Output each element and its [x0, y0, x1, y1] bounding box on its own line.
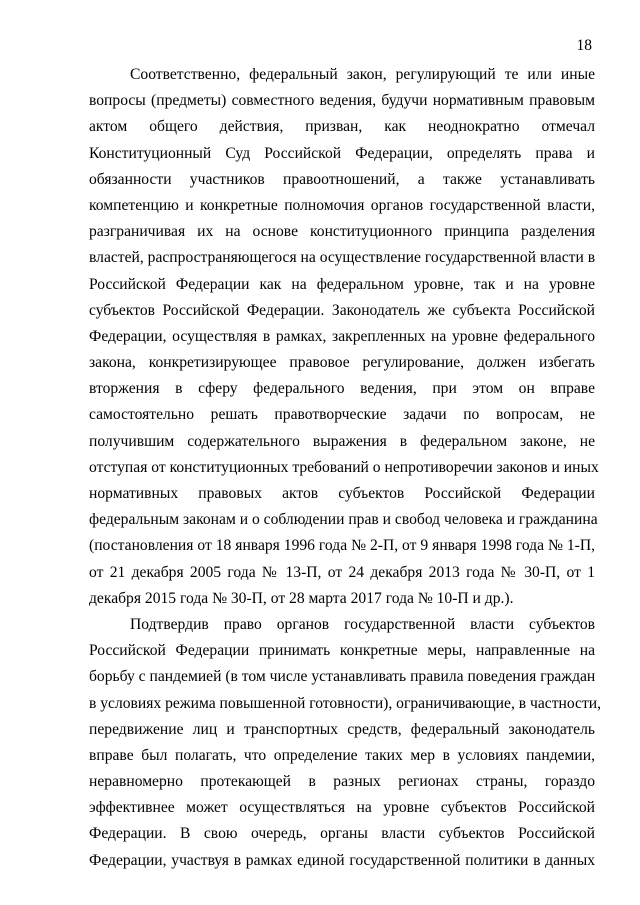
text-line: нормативных правовых актов субъектов Российской Федерации: [89, 485, 595, 502]
text-line: получившим содержательного выражения в федеральном законе, не: [89, 432, 595, 450]
text-line: Конституционный Суд Российской Федерации, определять права и: [89, 144, 595, 162]
text-line: вопросы (предметы) совместного ведения, будучи нормативным правовым: [89, 92, 595, 110]
text-line: Федерации, осуществляя в рамках, закрепленных на уровне федерального: [89, 327, 595, 345]
text-line: передвижение лиц и транспортных средств, федеральный законодатель: [89, 720, 595, 738]
text-line: борьбу с пандемией (в том числе устанавливать правила поведения граждан: [89, 668, 596, 686]
page-number: 18: [576, 37, 592, 54]
text-line: Федерации, участвуя в рамках единой государственной политики в данных: [89, 851, 595, 869]
text-line: властей, распространяющегося на осуществление государственной власти в: [89, 249, 596, 267]
text-line: от 21 декабря 2005 года № 13-П, от 24 декабря 2013 года № 30-П, от 1: [89, 563, 595, 581]
paragraph: [89, 62, 599, 612]
text-line: федеральным законам и о соблюдении прав и свобод человека и гражданина: [89, 511, 598, 529]
text-line: Российской Федерации как на федеральном уровне, так и на уровне: [89, 275, 595, 293]
text-line: декабря 2015 года № 30-П, от 28 марта 2017 года № 10-П и др.).: [89, 589, 514, 607]
document-body: [89, 62, 602, 874]
text-line: в условиях режима повышенной готовности), ограничивающие, в частности,: [89, 694, 602, 712]
text-line: актом общего действия, призван, как неоднократно отмечал: [89, 118, 595, 136]
text-line: (постановления от 18 января 1996 года № 2-П, от 9 января 1998 года № 1-П,: [89, 537, 595, 555]
text-line: обязанности участников правоотношений, а также устанавливать: [89, 170, 595, 188]
text-line: Подтвердив право органов государственной власти субъектов: [130, 615, 595, 633]
text-line: эффективнее может осуществляться на уровне субъектов Российской: [89, 799, 595, 817]
text-line: отступая от конституционных требований о непротиворечии законов и иных: [89, 458, 599, 476]
text-line: вправе был полагать, что определение таких мер в условиях пандемии,: [89, 746, 595, 764]
text-line: вторжения в сферу федерального ведения, при этом он вправе: [89, 380, 595, 398]
text-line: субъектов Российской Федерации. Законодатель же субъекта Российской: [89, 301, 595, 319]
text-line: компетенцию и конкретные полномочия органов государственной власти,: [89, 196, 595, 214]
text-line: закона, конкретизирующее правовое регулирование, должен избегать: [89, 354, 595, 372]
text-line: Соответственно, федеральный закон, регулирующий те или иные: [130, 66, 595, 83]
paragraph: [89, 612, 602, 874]
text-line: разграничивая их на основе конституционного принципа разделения: [89, 223, 595, 241]
text-line: неравномерно протекающей в разных регионах страны, гораздо: [89, 773, 595, 791]
text-line: Российской Федерации принимать конкретные меры, направленные на: [89, 642, 595, 660]
text-line: Федерации. В свою очередь, органы власти субъектов Российской: [89, 825, 595, 843]
text-line: самостоятельно решать правотворческие задачи по вопросам, не: [89, 406, 595, 424]
